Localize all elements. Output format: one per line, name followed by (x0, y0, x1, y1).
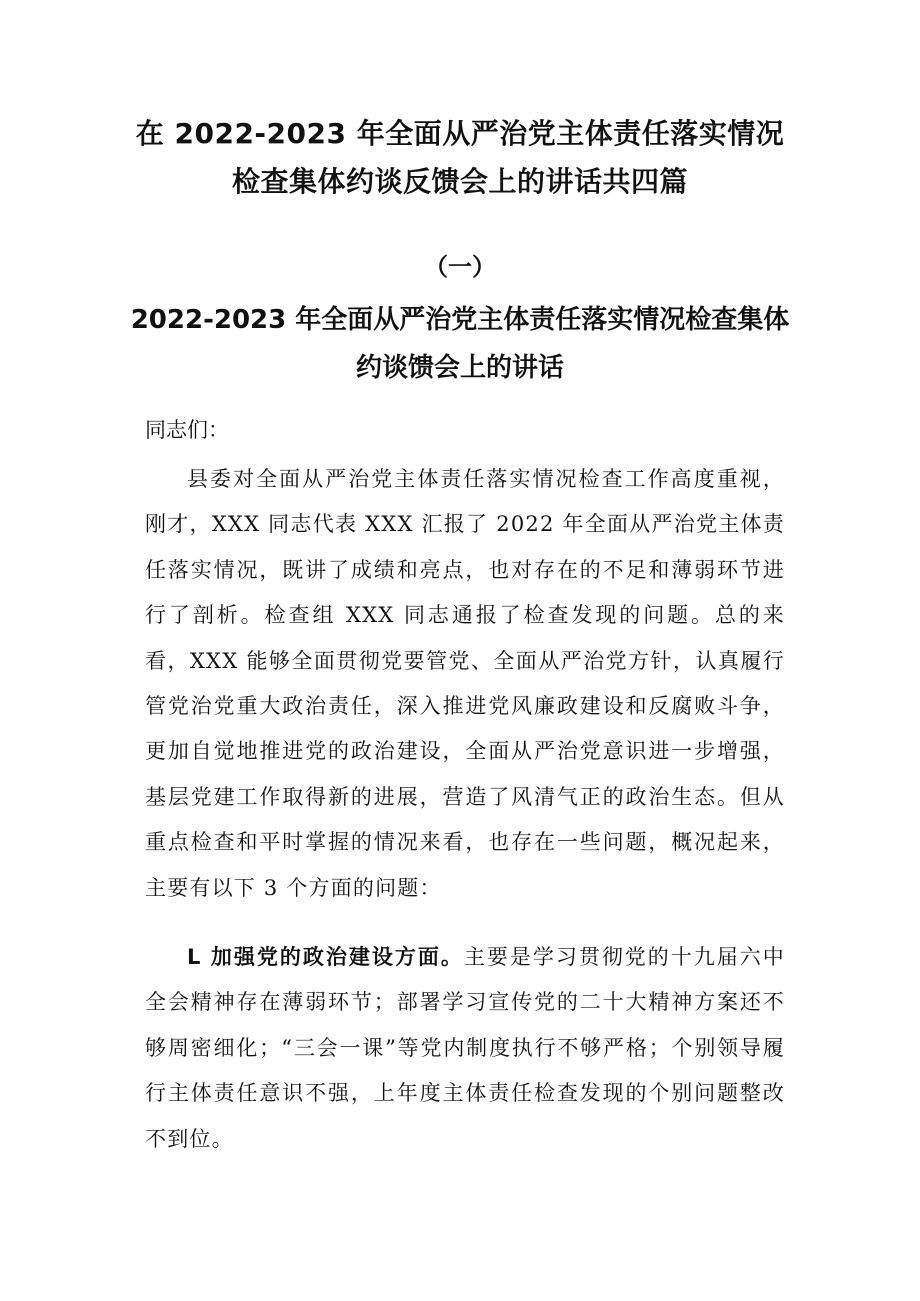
greeting: 同志们： (145, 418, 229, 442)
paragraph-body: 主要是学习贯彻党的十九届六中全会精神存在薄弱环节；部署学习宣传党的二十大精神方案还不够周密细化；“三会一课”等党内制度执行不够严格；个别领导履行主体责任意识不强，上年度主体责任检查发现的个别问题整改不到位。 (145, 945, 785, 1151)
document-title-line-1: 在 2022-2023 年全面从严治党主体责任落实情况 (135, 117, 785, 150)
paragraph-heading: L 加强党的政治建设方面。 (187, 945, 464, 969)
speech-title-line-2: 约谈馈会上的讲话 (355, 353, 564, 383)
body-paragraph-1: 县委对全面从严治党主体责任落实情况检查工作高度重视，刚才，XXX 同志代表 XXX 汇报了 2022 年全面从严治党主体责任落实情况，既讲了成绩和亮点，也对存在的不足和薄弱环节进行了剖析。检查组 XXX 同志通报了检查发现的问题。总的来看，XXX 能够全面贯彻党要管党、全面从严治党方针，认真履行管党治党重大政治责任，深入推进党风廉政建设和反腐败斗争，更加自觉地推进党的政治建设，全面从严治党意识进一步增强，基层党建工作取得新的进展，营造了风清气正的政治生态。但从重点检查和平时掌握的情况来看，也存在一些问题，概况起来，主要有以下 3 个方面的问题： (145, 467, 785, 900)
body-paragraph-2 (145, 935, 785, 1162)
speech-title-line-1: 2022-2023 年全面从严治党主体责任落实情况检查集体 (130, 305, 790, 335)
document-title-line-2: 检查集体约谈反馈会上的讲话共四篇 (231, 165, 688, 198)
section-number: （一） (424, 253, 496, 281)
